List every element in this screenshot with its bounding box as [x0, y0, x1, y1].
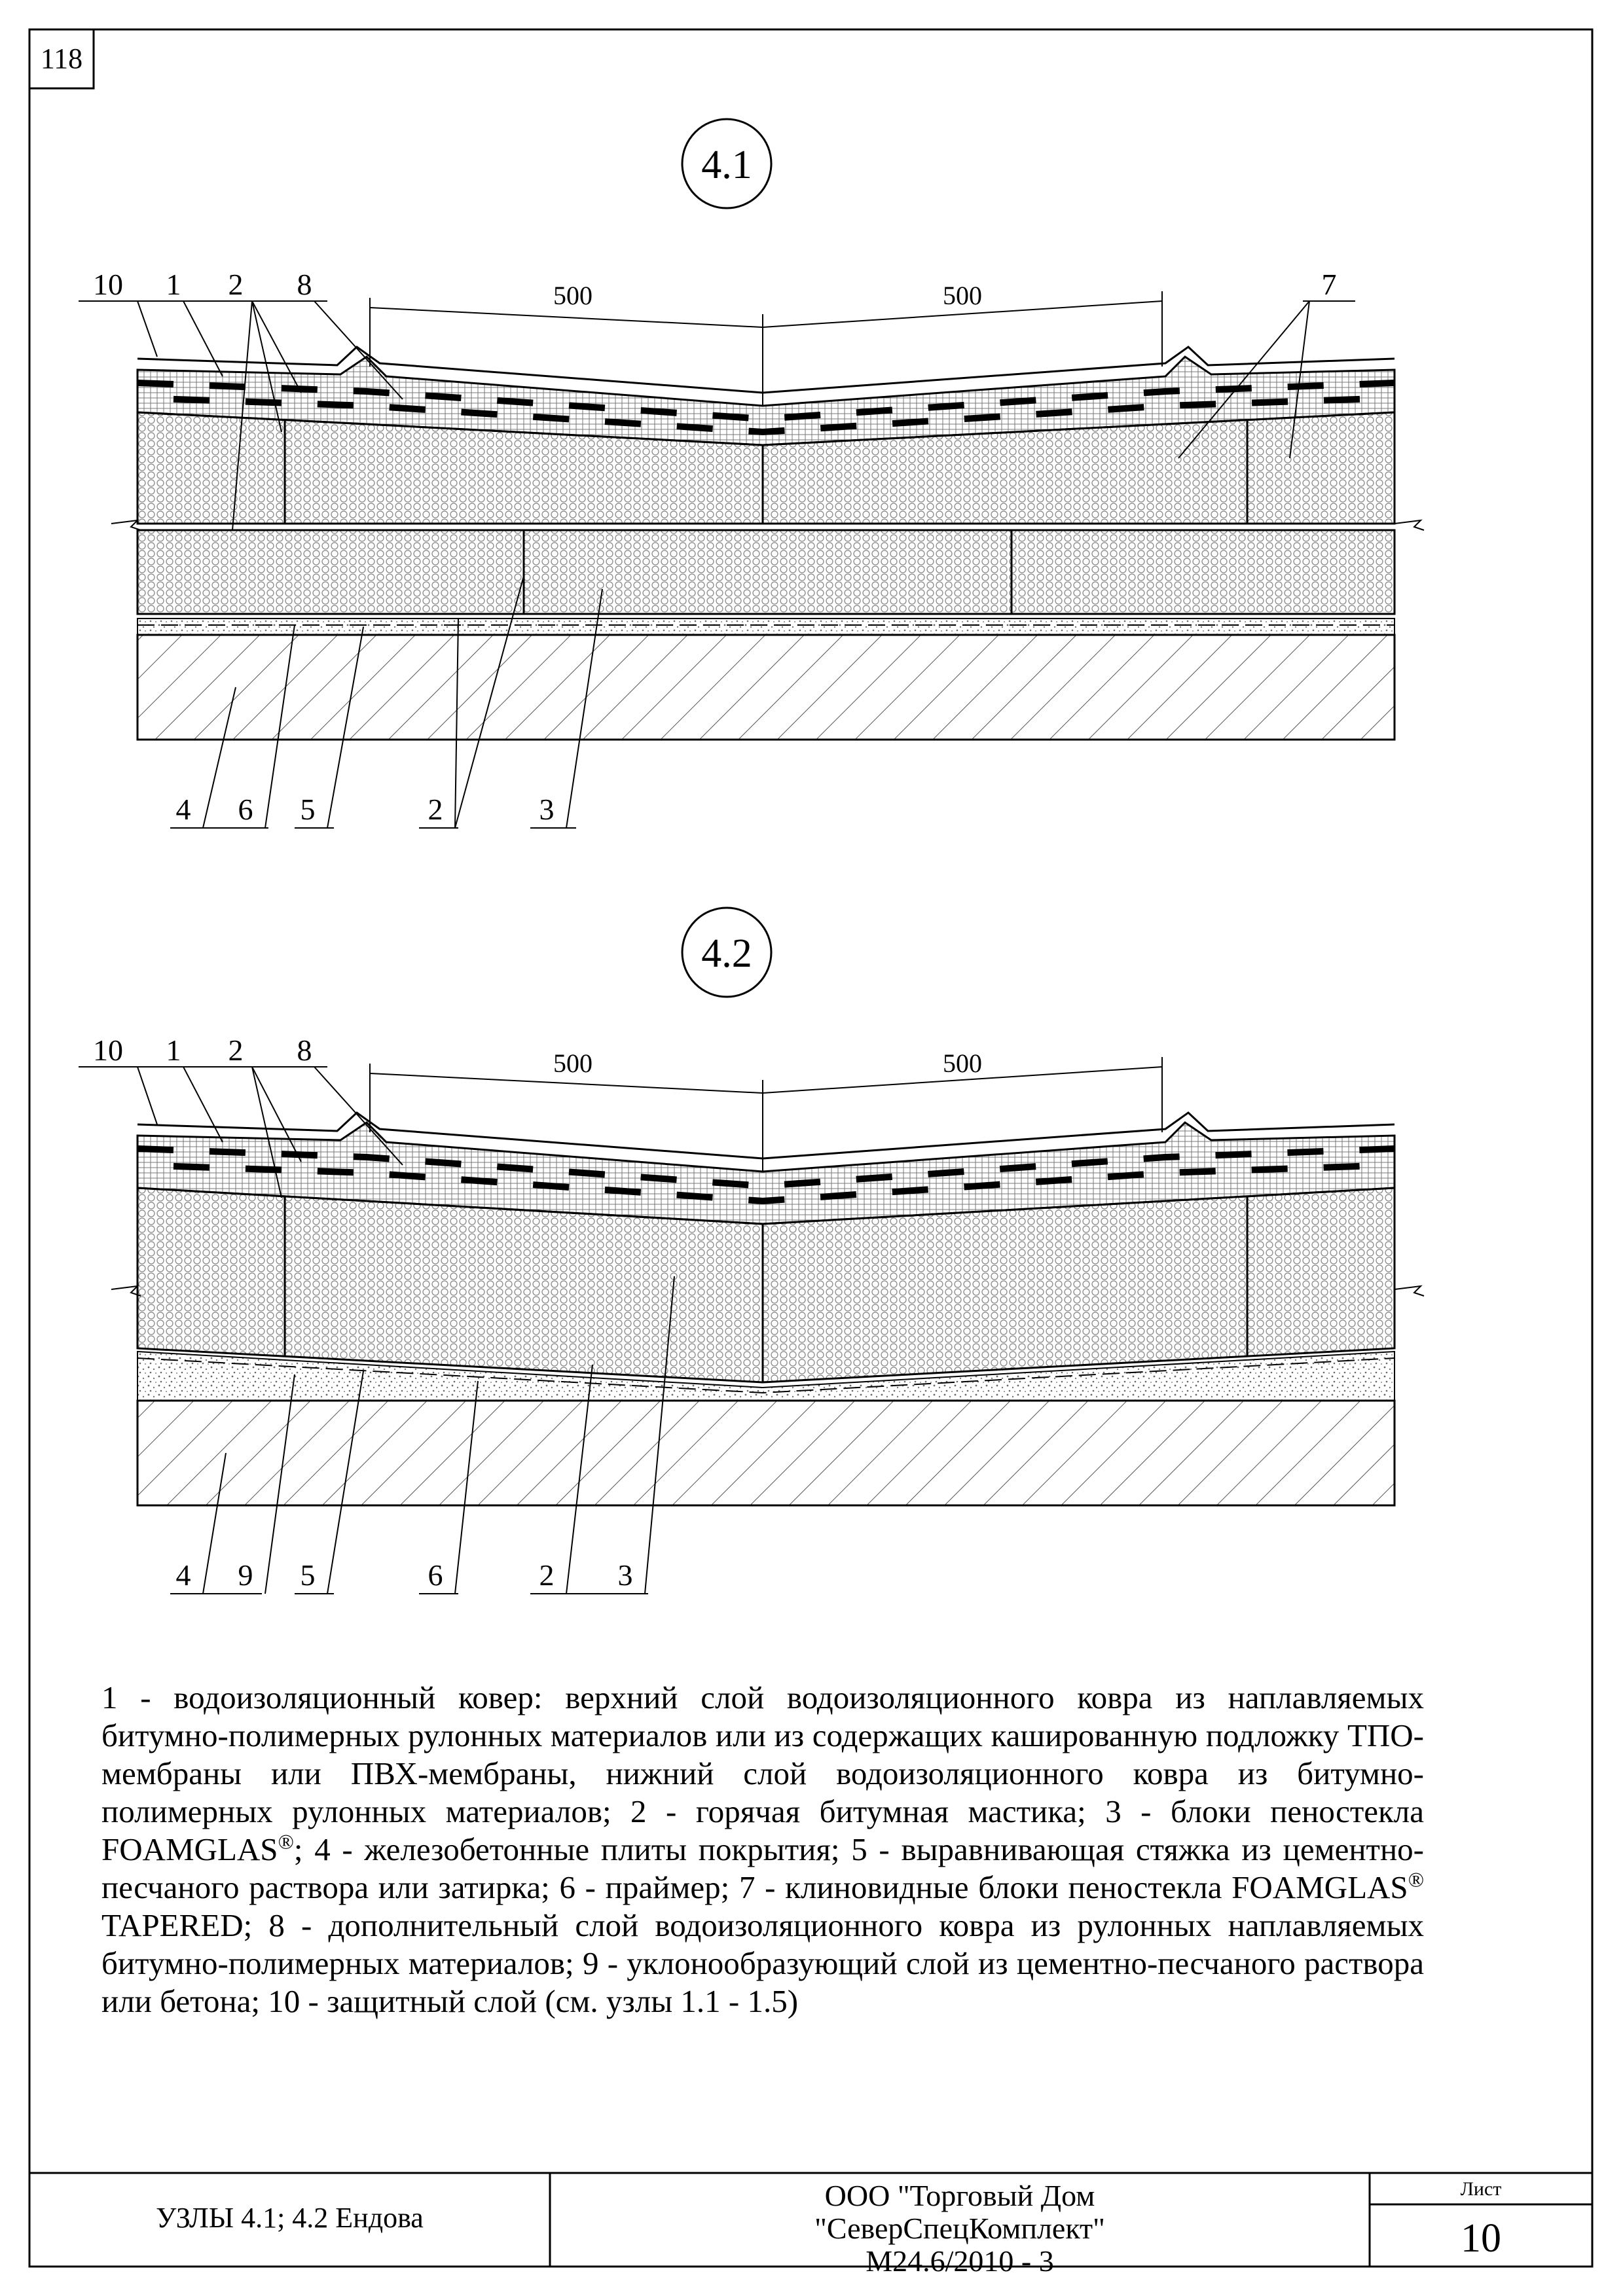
registered-mark: ® — [1408, 1867, 1424, 1892]
leader — [183, 1067, 223, 1142]
callout-4: 4 — [175, 1558, 191, 1592]
page-number: 118 — [40, 43, 83, 75]
drawing-name: УЗЛЫ 4.1; 4.2 Ендова — [156, 2202, 424, 2234]
legend-segment: 1 - водоизоляционный ковер: верхний слой водоизоляционного ковра из наплавляемых битумно-полимерных рулонных материалов или из содержащих кашированную подложку ТПО-мембраны или ПВХ-мембраны, нижний слой водоизоляционного ковра из битумно-полимерных рулонных материалов; 2 - горячая битумная мастика; 3 - блоки пеностекла FOAMGLAS — [101, 1679, 1424, 1867]
drawing-code: М24.6/2010 - 3 — [866, 2244, 1054, 2278]
callout-8: 8 — [297, 1033, 312, 1067]
callout-2: 2 — [228, 268, 244, 301]
callout-6: 6 — [428, 1558, 443, 1592]
callout-10: 10 — [93, 1033, 123, 1067]
foamglas-lower-layer — [137, 530, 1395, 614]
callout-10: 10 — [93, 268, 123, 301]
dimension-label: 500 — [553, 1049, 593, 1078]
dimension-line — [370, 308, 763, 327]
leveling-screed — [137, 619, 1395, 635]
callout-2: 2 — [539, 1558, 555, 1592]
callout-2: 2 — [428, 793, 443, 826]
leader — [183, 301, 223, 376]
callout-3: 3 — [539, 793, 555, 826]
legend-segment: ; 4 - железобетонные плиты покрытия; 5 - выравнивающая стяжка из цементно-песчаного раствора или затирка; 6 - праймер; 7 - клиновидные блоки пеностекла FOAMGLAS — [101, 1831, 1424, 1905]
legend-segment: TAPERED; 8 - дополнительный слой водоизоляционного ковра из рулонных наплавляемых битумно-полимерных материалов; 9 - уклонообразующий слой из цементно-песчаного раствора или бетона; 10 - защитный слой (см. узлы 1.1 - 1.5) — [101, 1907, 1424, 2019]
break-mark — [111, 520, 141, 530]
callout-5: 5 — [300, 1558, 316, 1592]
detail-4-1 — [79, 119, 1424, 828]
callout-1: 1 — [166, 1033, 181, 1067]
callout-6: 6 — [238, 793, 253, 826]
detail-marker-label: 4.1 — [701, 143, 752, 187]
detail-4-2 — [79, 908, 1424, 1594]
company-block — [550, 2179, 1370, 2278]
registered-mark: ® — [278, 1829, 294, 1854]
sheet-number: 10 — [1461, 2216, 1501, 2261]
dimension-label: 500 — [943, 1049, 982, 1078]
dimension-label: 500 — [553, 281, 593, 310]
company-line-1: ООО "Торговый Дом — [824, 2179, 1095, 2212]
detail-marker-label: 4.2 — [701, 931, 752, 976]
break-mark — [1395, 1286, 1424, 1296]
sheet-label: Лист — [1460, 2178, 1502, 2200]
callout-2: 2 — [228, 1033, 244, 1067]
callout-7: 7 — [1321, 268, 1337, 301]
callout-1: 1 — [166, 268, 181, 301]
legend-paragraph — [101, 1679, 1424, 2020]
break-mark — [111, 1286, 141, 1296]
callout-4: 4 — [175, 793, 191, 826]
concrete-slab — [137, 635, 1395, 740]
company-line-2: "СеверСпецКомплект" — [814, 2212, 1105, 2245]
leader — [137, 301, 157, 357]
callout-9: 9 — [238, 1558, 253, 1592]
dimension-label: 500 — [943, 281, 982, 310]
legend-text — [101, 1679, 1424, 2020]
leader — [137, 1067, 157, 1124]
concrete-slab — [137, 1401, 1395, 1505]
callout-5: 5 — [300, 793, 316, 826]
break-mark — [1395, 520, 1424, 530]
callout-8: 8 — [297, 268, 312, 301]
callout-3: 3 — [617, 1558, 633, 1592]
